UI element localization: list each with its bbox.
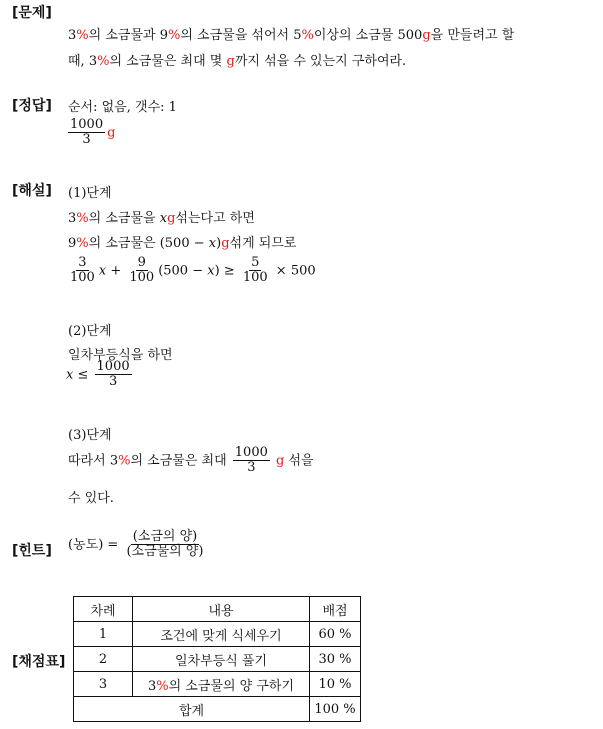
step1-line-1: 3%의 소금물을 xg섞는다고 하면 (68, 211, 255, 226)
table-row: 2 일차부등식 풀기 30 % (74, 647, 361, 672)
rubric-table (73, 596, 361, 722)
answer-line: 순서: 없음, 갯수: 1 (68, 100, 177, 115)
rubric-label: [채점표] (12, 654, 66, 670)
step1-title: (1)단계 (68, 186, 112, 201)
step2-line-1: 일차부등식을 하면 (68, 348, 173, 363)
table-row: 1 조건에 맞게 식세우기 60 % (74, 622, 361, 647)
step1-inequality: $\frac{3}{100}$ x + $\frac{9}{100}$ (500 − x) ≥ $\frac{5}{100}$ × 500 (70, 255, 316, 286)
step2-title: (2)단계 (68, 324, 112, 339)
hint-formula: (농도) = $\frac{\text{(소금의 양)}}{\text{(소금물의 양)}}$ (68, 529, 204, 560)
hint-label: [힌트] (12, 543, 52, 559)
step1-line-2: 9%의 소금물은 (500 − x)g섞게 되므로 (68, 236, 297, 251)
table-total-row: 합계 100 % (74, 697, 361, 722)
step3-line-2: 수 있다. (68, 491, 114, 506)
table-row: 3 3%의 소금물의 양 구하기 10 % (74, 672, 361, 697)
problem-line-2: 때, 3%의 소금물은 최대 몇 g까지 섞을 수 있는지 구하여라. (68, 54, 407, 69)
table-header-row (74, 597, 361, 622)
answer-value: $\frac{1000}{3}$ g (70, 117, 116, 148)
answer-label: [정답] (12, 98, 52, 114)
problem-line-1: 3%의 소금물과 9%의 소금물을 섞어서 5%이상의 소금물 500g을 만들려고 할 (68, 28, 515, 43)
step3-title: (3)단계 (68, 428, 112, 443)
header-order: 차례 (74, 597, 133, 622)
step2-result: x ≤ $\frac{1000}{3}$ (66, 359, 130, 390)
solution-label: [해설] (12, 183, 52, 199)
step3-line-1: 따라서 3%의 소금물은 최대 $\frac{1000}{3}$ g 섞을 (68, 445, 314, 476)
problem-label: [문제] (12, 5, 52, 21)
header-content: 내용 (133, 597, 310, 622)
header-score: 배점 (310, 597, 361, 622)
